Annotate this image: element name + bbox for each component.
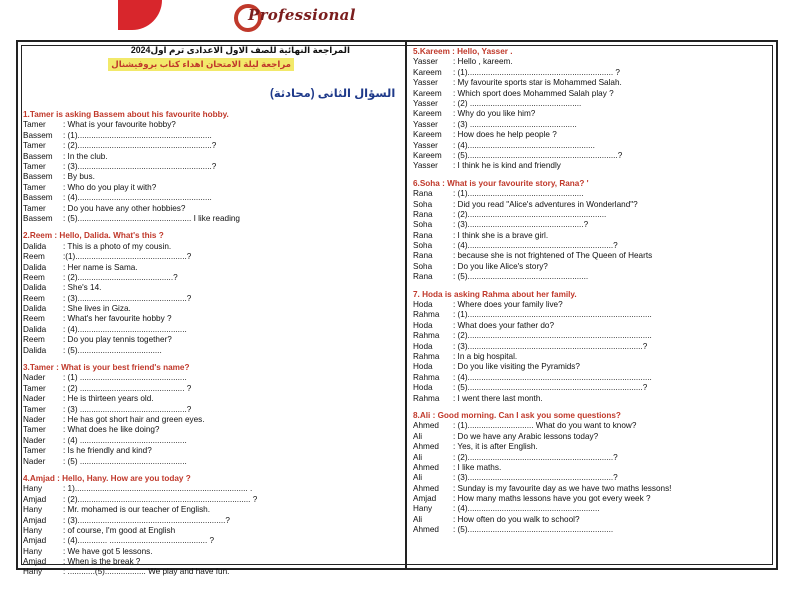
speaker-name: Tamer <box>23 404 46 414</box>
speaker-name: Dalida <box>23 241 47 251</box>
speaker-name: Amjad <box>413 494 437 504</box>
dialogue-line <box>413 231 771 241</box>
speaker-name: Soha <box>413 220 433 230</box>
dialogue-text: : (3)................................................? <box>63 293 192 303</box>
speaker-name: Yasser <box>413 57 438 67</box>
speaker-name: Dalida <box>23 283 47 293</box>
dialogue-text: : Why do you like him? <box>453 109 536 119</box>
dialogue-text: : She's 14. <box>63 283 102 293</box>
speaker-name: Tamer <box>23 203 46 213</box>
speaker-name: Nader <box>23 456 46 466</box>
dialogue-line <box>413 300 771 310</box>
dialogue-line <box>413 421 771 431</box>
dialogue-text: : (4)................................................................? <box>453 241 618 251</box>
dialogue-text: : He has got short hair and green eyes. <box>63 414 205 424</box>
dialogue-text: : (4)................................................................................. <box>453 372 652 382</box>
dialogue-text: : What does he like doing? <box>63 425 160 435</box>
speaker-name: Hoda <box>413 383 433 393</box>
speaker-name: Hoda <box>413 300 433 310</box>
dialogue-text: : (1)........................................................... <box>63 130 212 140</box>
speaker-name: Hany <box>23 525 43 535</box>
dialogue-text: : (4)........................................................... <box>63 193 212 203</box>
dialogue-line <box>23 242 401 252</box>
dialogue-text: : Mr. mohamed is our teacher of English. <box>63 505 210 515</box>
speaker-name: Soha <box>413 261 433 271</box>
speaker-name: Hany <box>23 567 43 577</box>
dialogue-text: : Yes, it is after English. <box>453 442 538 452</box>
speaker-name: Soha <box>413 241 433 251</box>
speaker-name: Reem <box>23 272 45 282</box>
right-column <box>413 47 771 536</box>
dialogue-text: : (5) ............................................... <box>63 456 187 466</box>
dialogue-text: : (5).............................................................................? <box>453 383 648 393</box>
dialogue-line <box>23 436 401 446</box>
dialogue-text: : (2)............................................................. <box>453 209 607 219</box>
brand-name: Professional <box>248 6 356 24</box>
dialogue-text: : Do you play tennis together? <box>63 335 172 345</box>
dialogue-text: : I went there last month. <box>453 393 543 403</box>
dialogue-line <box>413 383 771 393</box>
speaker-name: Reem <box>23 335 45 345</box>
dialogue-text: : (3)...................................................? <box>453 220 589 230</box>
dialogue-text: : What does your father do? <box>453 320 555 330</box>
dialogue-text: : 1)............................................................................ . <box>63 484 253 494</box>
dialogue-line <box>413 484 771 494</box>
speaker-name: Hoda <box>413 341 433 351</box>
dialogue-line <box>413 463 771 473</box>
speaker-name: Hoda <box>413 320 433 330</box>
dialogue-line <box>413 442 771 452</box>
dialogue-text: : She lives in Giza. <box>63 304 131 314</box>
dialogue-line <box>413 161 771 171</box>
column-divider <box>405 40 407 570</box>
dialogue-line <box>23 141 401 151</box>
speaker-name: Amjad <box>23 557 47 567</box>
speaker-name: Bassem <box>23 151 53 161</box>
speaker-name: Ahmed <box>413 525 439 535</box>
dialogue-heading: 7. Hoda is asking Rahma about her family. <box>413 289 577 299</box>
dialogue-line <box>23 415 401 425</box>
dialogue-line <box>23 346 401 356</box>
dialogue-line <box>413 109 771 119</box>
dialogue-line <box>23 335 401 345</box>
dialogue-line <box>23 446 401 456</box>
dialogue-text: : because she is not frightened of The Queen of Hearts <box>453 251 653 261</box>
dialogue-line <box>23 557 401 567</box>
dialogue-line <box>23 425 401 435</box>
dialogue-line <box>23 526 401 536</box>
dialogue-text: : (1)................................................... <box>453 189 584 199</box>
dialogue-text: : (4)............. ........................................... ? <box>63 536 215 546</box>
dialogue-text: : Who do you play it with? <box>63 182 157 192</box>
speaker-name: Hany <box>413 504 433 514</box>
dialogue-heading: 3.Tamer : What is your best friend's name? <box>23 363 190 373</box>
worksheet-header <box>22 42 402 80</box>
dialogue-text: : What's her favourite hobby ? <box>63 314 172 324</box>
dialogue-line <box>23 304 401 314</box>
speaker-name: Tamer <box>23 425 46 435</box>
dialogue-heading: 5.Kareem : Hello, Yasser . <box>413 47 513 56</box>
speaker-name: Dalida <box>23 324 47 334</box>
speaker-name: Reem <box>23 314 45 324</box>
logo-red-shape <box>118 0 162 30</box>
dialogue-text: : (1)................................................................ ? <box>453 67 620 77</box>
dialogue-text: : (5)..................................................... <box>453 272 589 282</box>
dialogue-line <box>413 321 771 331</box>
dialogue-line <box>413 130 771 140</box>
speaker-name: Rana <box>413 272 433 282</box>
dialogue-line <box>23 131 401 141</box>
header-subtitle: مراجعة ليلة الامتحان اهداء كتاب بروفيشنال <box>108 58 294 71</box>
speaker-name: Reem <box>23 293 45 303</box>
dialogue-line <box>23 263 401 273</box>
dialogue-text: : When is the break ? <box>63 557 141 567</box>
speaker-name: Ali <box>413 473 423 483</box>
dialogue-line <box>413 120 771 130</box>
speaker-name: Hany <box>23 546 43 556</box>
speaker-name: Rana <box>413 230 433 240</box>
speaker-name: Rahma <box>413 351 440 361</box>
speaker-name: Kareem <box>413 88 442 98</box>
dialogue-text: :(1).................................................? <box>63 252 192 262</box>
speaker-name: Ahmed <box>413 442 439 452</box>
dialogue-line <box>413 210 771 220</box>
dialogue-text: : In the club. <box>63 151 108 161</box>
dialogue-text: : (2)..........................................? <box>63 272 178 282</box>
dialogue-line <box>413 504 771 514</box>
dialogue-line <box>23 214 401 224</box>
brand-logo <box>118 0 356 40</box>
left-column <box>23 110 401 578</box>
question-label: السؤال الثانى (محادثة) <box>270 88 396 100</box>
dialogue-line <box>413 89 771 99</box>
dialogue-heading: 4.Amjad : Hello, Hany. How are you today ? <box>23 473 191 483</box>
dialogue-heading: 1.Tamer is asking Bassem about his favourite hobby. <box>23 110 229 119</box>
speaker-name: Kareem <box>413 150 442 160</box>
speaker-name: Yasser <box>413 161 438 171</box>
dialogue-line <box>23 516 401 526</box>
speaker-name: Nader <box>23 435 46 445</box>
dialogue-text: : (4)........................................................ <box>453 140 595 150</box>
dialogue-text: : I like maths. <box>453 462 502 472</box>
speaker-name: Rana <box>413 251 433 261</box>
dialogue-line <box>23 505 401 515</box>
dialogue-text: : This is a photo of my cousin. <box>63 241 172 251</box>
dialogue-text: : (3) ............................................... <box>453 119 577 129</box>
dialogue-text: : (3)...........................................................? <box>63 161 217 171</box>
dialogue-text: : Do you like Alice's story? <box>453 261 548 271</box>
dialogue-line <box>23 567 401 577</box>
dialogue-text: : (2)................................................................................. <box>453 331 652 341</box>
dialogue-line <box>413 352 771 362</box>
dialogue-text: : He is thirteen years old. <box>63 394 154 404</box>
dialogue-line <box>23 183 401 193</box>
dialogue-line <box>413 342 771 352</box>
header-title: المراجعة النهائية للصف الاول الاعدادى ترم اول2024 <box>130 45 350 55</box>
dialogue-line <box>23 405 401 415</box>
dialogue-line <box>23 120 401 130</box>
dialogue-line <box>23 204 401 214</box>
dialogue-text: : How does he help people ? <box>453 130 557 140</box>
dialogue-text: : In a big hospital. <box>453 351 518 361</box>
speaker-name: Rahma <box>413 393 440 403</box>
dialogue-text: : By bus. <box>63 172 95 182</box>
dialogue-line <box>413 200 771 210</box>
dialogue-line <box>413 432 771 442</box>
dialogue-line <box>23 394 401 404</box>
dialogue-line <box>413 99 771 109</box>
dialogue-line <box>23 384 401 394</box>
dialogue-line <box>23 273 401 283</box>
speaker-name: Hany <box>23 484 43 494</box>
dialogue-line <box>413 68 771 78</box>
speaker-name: Tamer <box>23 383 46 393</box>
dialogue-line <box>413 494 771 504</box>
dialogue-text: : (2) ................................................. <box>453 98 582 108</box>
speaker-name: Ahmed <box>413 483 439 493</box>
dialogue-line <box>413 310 771 320</box>
speaker-name: Rahma <box>413 310 440 320</box>
dialogue-text: : of course, I'm good at English <box>63 525 176 535</box>
dialogue-text: : (2) .............................................. ? <box>63 383 192 393</box>
speaker-name: Rahma <box>413 372 440 382</box>
dialogue-text: : (3) ...............................................? <box>63 404 192 414</box>
speaker-name: Kareem <box>413 109 442 119</box>
dialogue-text: : (1)............................. What do you want to know? <box>453 421 637 431</box>
speaker-name: Ali <box>413 514 423 524</box>
speaker-name: Reem <box>23 252 45 262</box>
speaker-name: Rana <box>413 209 433 219</box>
speaker-name: Ali <box>413 452 423 462</box>
dialogue-line <box>413 453 771 463</box>
dialogue-text: : Do you have any other hobbies? <box>63 203 186 213</box>
speaker-name: Yasser <box>413 140 438 150</box>
dialogue-line <box>413 473 771 483</box>
dialogue-line <box>413 78 771 88</box>
dialogue-line <box>413 272 771 282</box>
speaker-name: Tamer <box>23 141 46 151</box>
dialogue-text: : (2)...........................................................? <box>63 141 217 151</box>
dialogue-text: : Hello , kareem. <box>453 57 513 67</box>
dialogue-line <box>413 220 771 230</box>
dialogue-line <box>23 314 401 324</box>
dialogue-text: : Sunday is my favourite day as we have two maths lessons! <box>453 483 672 493</box>
dialogue-line <box>23 325 401 335</box>
dialogue-text: : Which sport does Mohammed Salah play ? <box>453 88 614 98</box>
dialogue-heading: 6.Soha : What is your favourite story, Rana? ' <box>413 178 589 188</box>
dialogue-line <box>413 189 771 199</box>
speaker-name: Dalida <box>23 304 47 314</box>
dialogue-line <box>413 362 771 372</box>
dialogue-text: : How many maths lessons have you got every week ? <box>453 494 651 504</box>
speaker-name: Tamer <box>23 161 46 171</box>
dialogue-text: : I think he is kind and friendly <box>453 161 561 171</box>
dialogue-line <box>413 57 771 67</box>
dialogue-text: : (2)................................................................? <box>453 452 618 462</box>
speaker-name: Hoda <box>413 362 433 372</box>
speaker-name: Kareem <box>413 130 442 140</box>
speaker-name: Tamer <box>23 120 46 130</box>
dialogue-line <box>23 536 401 546</box>
dialogue-text: : Do we have any Arabic lessons today? <box>453 431 599 441</box>
dialogue-line <box>413 251 771 261</box>
dialogue-line <box>413 262 771 272</box>
speaker-name: Ahmed <box>413 421 439 431</box>
dialogue-line <box>413 515 771 525</box>
dialogue-text: : My favourite sports star is Mohammed Salah. <box>453 78 622 88</box>
dialogue-line <box>23 484 401 494</box>
speaker-name: Yasser <box>413 78 438 88</box>
speaker-name: Tamer <box>23 182 46 192</box>
dialogue-line <box>23 152 401 162</box>
dialogue-text: : (5)..................................................................? <box>453 150 623 160</box>
dialogue-line <box>23 547 401 557</box>
speaker-name: Yasser <box>413 98 438 108</box>
speaker-name: Bassem <box>23 193 53 203</box>
speaker-name: Kareem <box>413 67 442 77</box>
speaker-name: Hany <box>23 505 43 515</box>
speaker-name: Bassem <box>23 172 53 182</box>
dialogue-text: : We have got 5 lessons. <box>63 546 153 556</box>
dialogue-text: : (3).................................................................? <box>63 515 230 525</box>
speaker-name: Amjad <box>23 494 47 504</box>
dialogue-text: : Did you read "Alice's adventures in Wonderland"? <box>453 199 638 209</box>
dialogue-line <box>23 193 401 203</box>
speaker-name: Nader <box>23 414 46 424</box>
speaker-name: Tamer <box>23 446 46 456</box>
speaker-name: Ahmed <box>413 462 439 472</box>
dialogue-heading: 8.Ali : Good morning. Can I ask you some questions? <box>413 410 621 420</box>
speaker-name: Bassem <box>23 130 53 140</box>
dialogue-text: : (4) ............................................... <box>63 435 187 445</box>
dialogue-text: : (5)................................................................ <box>453 525 614 535</box>
dialogue-line <box>413 525 771 535</box>
dialogue-line <box>23 457 401 467</box>
dialogue-line <box>23 172 401 182</box>
dialogue-text: : (5).................................................. I like reading <box>63 213 240 223</box>
dialogue-line <box>413 151 771 161</box>
dialogue-text: : (3)................................................................? <box>453 473 618 483</box>
dialogue-line <box>413 373 771 383</box>
dialogue-text: : What is your favourite hobby? <box>63 120 176 130</box>
speaker-name: Nader <box>23 373 46 383</box>
speaker-name: Dalida <box>23 262 47 272</box>
dialogue-text: : Is he friendly and kind? <box>63 446 152 456</box>
dialogue-line <box>413 394 771 404</box>
dialogue-heading: 2.Reem : Hello, Dalida. What's this ? <box>23 231 164 241</box>
speaker-name: Rahma <box>413 331 440 341</box>
speaker-name: Amjad <box>23 536 47 546</box>
dialogue-text: : I think she is a brave girl. <box>453 230 549 240</box>
dialogue-text: : How often do you walk to school? <box>453 514 580 524</box>
dialogue-line <box>23 495 401 505</box>
dialogue-text: : (3).............................................................................? <box>453 341 648 351</box>
dialogue-line <box>23 283 401 293</box>
dialogue-line <box>23 294 401 304</box>
dialogue-text: : (5)..................................... <box>63 345 162 355</box>
dialogue-line <box>413 331 771 341</box>
dialogue-text: : (2)............................................................................ ? <box>63 494 258 504</box>
dialogue-text: : Do you like visiting the Pyramids? <box>453 362 580 372</box>
speaker-name: Amjad <box>23 515 47 525</box>
dialogue-line <box>413 241 771 251</box>
speaker-name: Dalida <box>23 345 47 355</box>
speaker-name: Rana <box>413 189 433 199</box>
dialogue-line <box>413 141 771 151</box>
dialogue-line <box>23 373 401 383</box>
speaker-name: Bassem <box>23 213 53 223</box>
dialogue-text: : (4)................................................ <box>63 324 187 334</box>
dialogue-text: : (4).......................................................... <box>453 504 600 514</box>
dialogue-line <box>23 252 401 262</box>
speaker-name: Yasser <box>413 119 438 129</box>
dialogue-text: : (1)................................................................................. <box>453 310 652 320</box>
speaker-name: Soha <box>413 199 433 209</box>
dialogue-text: : Her name is Sama. <box>63 262 138 272</box>
dialogue-text: : ............(5).................. We play and have fun. <box>63 567 230 577</box>
speaker-name: Ali <box>413 431 423 441</box>
dialogue-text: : Where does your family live? <box>453 300 563 310</box>
dialogue-line <box>23 162 401 172</box>
speaker-name: Nader <box>23 394 46 404</box>
dialogue-text: : (1) ............................................... <box>63 373 187 383</box>
